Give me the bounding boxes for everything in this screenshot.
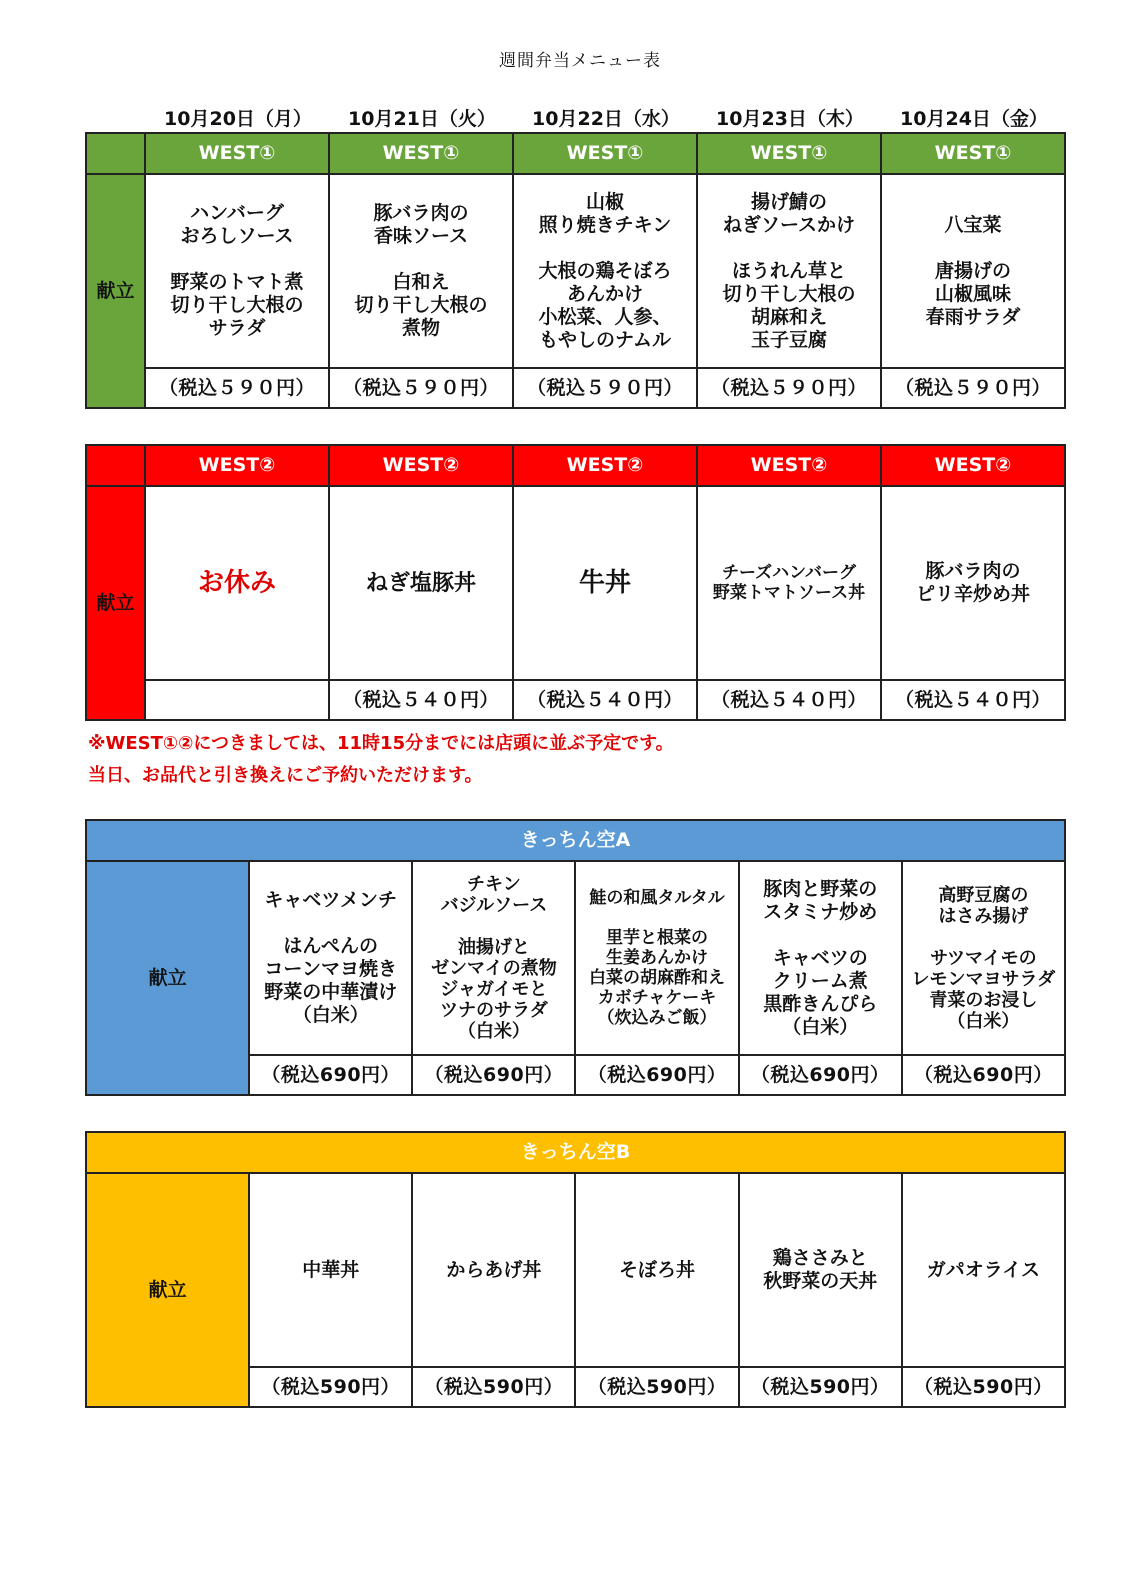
kitchen-b-item-tue: からあげ丼 — [412, 1173, 575, 1367]
west2-header-tue: WEST② — [329, 445, 513, 486]
date-tue: 10月21日（火） — [348, 108, 496, 130]
west2-header-mon: WEST② — [145, 445, 329, 486]
west2-price-fri: （税込５４０円） — [881, 680, 1065, 720]
west2-header-thu: WEST② — [697, 445, 881, 486]
date-thu: 10月23日（木） — [716, 108, 864, 130]
date-wed: 10月22日（水） — [532, 108, 680, 130]
west2-item-tue: ねぎ塩豚丼 — [329, 486, 513, 680]
west2-item-fri: 豚バラ肉の ピリ辛炒め丼 — [881, 486, 1065, 680]
west2-item-mon: お休み — [145, 486, 329, 680]
date-mon: 10月20日（月） — [164, 108, 312, 130]
note-line-1: ※WEST①②につきましては、11時15分までには店頭に並ぶ予定です。 — [88, 733, 674, 754]
west1-menu-label: 献立 — [86, 174, 145, 408]
kitchen-b-price-thu: （税込590円） — [739, 1367, 902, 1407]
west1-header-wed: WEST① — [513, 133, 697, 174]
kitchen-a-item-tue: チキン バジルソース 油揚げと ゼンマイの煮物 ジャガイモと ツナのサラダ （白米） — [412, 861, 575, 1055]
page-title: 週間弁当メニュー表 — [499, 51, 661, 71]
kitchen-b-price-fri: （税込590円） — [902, 1367, 1065, 1407]
west2-item-thu: チーズハンバーグ 野菜トマトソース丼 — [697, 486, 881, 680]
west1-table — [85, 132, 1066, 409]
kitchen-a-item-fri: 高野豆腐の はさみ揚げ サツマイモの レモンマヨサラダ 青菜のお浸し （白米） — [902, 861, 1065, 1055]
date-header-row — [146, 104, 1066, 131]
west1-item-fri: 八宝菜 唐揚げの 山椒風味 春雨サラダ — [881, 174, 1065, 368]
kitchen-a-item-thu: 豚肉と野菜の スタミナ炒め キャベツの クリーム煮 黒酢きんぴら （白米） — [739, 861, 902, 1055]
note-line-2: 当日、お品代と引き換えにご予約いただけます。 — [88, 765, 483, 786]
kitchen-a-price-mon: （税込690円） — [249, 1055, 412, 1095]
west1-price-wed: （税込５９０円） — [513, 368, 697, 408]
west2-side-header — [86, 445, 145, 486]
west1-header-mon: WEST① — [145, 133, 329, 174]
west1-price-thu: （税込５９０円） — [697, 368, 881, 408]
west2-menu-label: 献立 — [86, 486, 145, 720]
kitchen-a-item-mon: キャベツメンチ はんぺんの コーンマヨ焼き 野菜の中華漬け （白米） — [249, 861, 412, 1055]
kitchen-a-price-wed: （税込690円） — [575, 1055, 738, 1095]
date-fri: 10月24日（金） — [900, 108, 1048, 130]
west2-price-tue: （税込５４０円） — [329, 680, 513, 720]
west2-item-wed: 牛丼 — [513, 486, 697, 680]
west1-side-header — [86, 133, 145, 174]
west1-item-mon: ハンバーグ おろしソース 野菜のトマト煮 切り干し大根の サラダ — [145, 174, 329, 368]
kitchen-a-header: きっちん空A — [86, 820, 1065, 861]
kitchen-b-header: きっちん空B — [86, 1132, 1065, 1173]
west1-header-thu: WEST① — [697, 133, 881, 174]
kitchen-a-item-wed: 鮭の和風タルタル 里芋と根菜の 生姜あんかけ 白菜の胡麻酢和え カボチャケーキ （炊込みご飯） — [575, 861, 738, 1055]
west1-item-thu: 揚げ鯖の ねぎソースかけ ほうれん草と 切り干し大根の 胡麻和え 玉子豆腐 — [697, 174, 881, 368]
west2-price-mon-empty — [145, 680, 329, 720]
notes — [88, 728, 674, 792]
west2-header-wed: WEST② — [513, 445, 697, 486]
kitchen-b-item-fri: ガパオライス — [902, 1173, 1065, 1367]
west1-item-wed: 山椒 照り焼きチキン 大根の鶏そぼろ あんかけ 小松菜、人参、 もやしのナムル — [513, 174, 697, 368]
kitchen-b-item-mon: 中華丼 — [249, 1173, 412, 1367]
west1-header-tue: WEST① — [329, 133, 513, 174]
west1-price-tue: （税込５９０円） — [329, 368, 513, 408]
kitchen-a-price-thu: （税込690円） — [739, 1055, 902, 1095]
kitchen-b-price-mon: （税込590円） — [249, 1367, 412, 1407]
kitchen-b-price-tue: （税込590円） — [412, 1367, 575, 1407]
kitchen-b-item-wed: そぼろ丼 — [575, 1173, 738, 1367]
west1-price-mon: （税込５９０円） — [145, 368, 329, 408]
kitchen-a-price-tue: （税込690円） — [412, 1055, 575, 1095]
west2-price-wed: （税込５４０円） — [513, 680, 697, 720]
west2-table — [85, 444, 1066, 721]
kitchen-b-item-thu: 鶏ささみと 秋野菜の天丼 — [739, 1173, 902, 1367]
kitchen-b-price-wed: （税込590円） — [575, 1367, 738, 1407]
west2-header-fri: WEST② — [881, 445, 1065, 486]
west2-price-thu: （税込５４０円） — [697, 680, 881, 720]
kitchen-a-price-fri: （税込690円） — [902, 1055, 1065, 1095]
kitchen-b-table — [85, 1131, 1066, 1408]
west1-price-fri: （税込５９０円） — [881, 368, 1065, 408]
kitchen-a-menu-label: 献立 — [86, 861, 249, 1095]
kitchen-a-table — [85, 819, 1066, 1096]
west1-header-fri: WEST① — [881, 133, 1065, 174]
kitchen-b-menu-label: 献立 — [86, 1173, 249, 1407]
west1-item-tue: 豚バラ肉の 香味ソース 白和え 切り干し大根の 煮物 — [329, 174, 513, 368]
